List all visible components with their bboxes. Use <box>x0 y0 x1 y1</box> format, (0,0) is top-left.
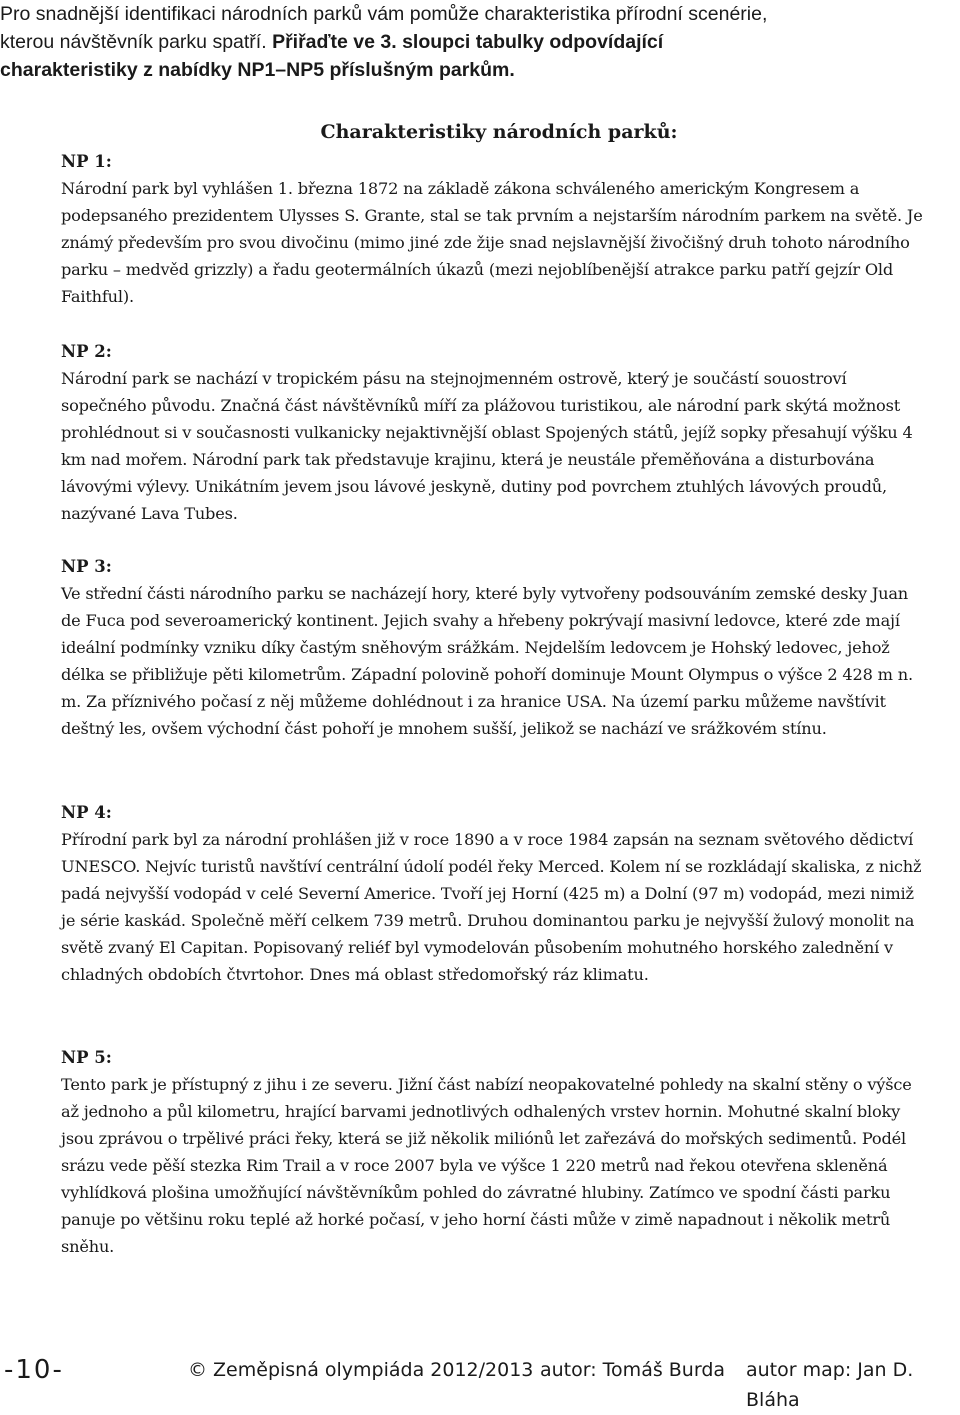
park-description: Přírodní park byl za národní prohlášen již v roce 1890 a v roce 1984 zapsán na seznam světového dědictví UNESCO. Nejvíc turistů navštíví centrální údolí podél řeky Merced. Kolem ní se rozkládají skaliska, z nichž padá nejvyšší vodopád v celé Severní Americe. Tvoří jej Horní (425 m) a Dolní (97 m) vodopád, mezi nimiž je série kaskád. Společně měří celkem 739 metrů. Druhou dominantou parku je nejvyšší žulový monolit na světě zvaný El Capitan. Popisovaný reliéf byl vymodelován působením mohutného horského zalednění v chladných obdobích čtvrtohor. Dnes má oblast středomořský ráz klimatu. <box>61 830 922 984</box>
park-description: Tento park je přístupný z jihu i ze severu. Jižní část nabízí neopakovatelné pohledy na skalní stěny o výšce až jednoho a půl kilometru, hrající barvami jednotlivých odhalených vrstev hornin. Mohutné skalní bloky jsou zprávou o trpělivé práci řeky, která se již několik miliónů let zařezává do mořských sedimentů. Podél srázu vede pěší stezka Rim Trail a v roce 2007 byla ve výšce 1 220 metrů nad řekou otevřena skleněná vyhlídková plošina umožňující návštěvníkům pohled do závratné hlubiny. Zatímco ve spodní části parku panuje po většinu roku teplé až horké počasí, v jeho horní části může v zimě napadnout i několik metrů sněhu. <box>61 1075 912 1256</box>
park-description: Národní park byl vyhlášen 1. března 1872 na základě zákona schváleného americkým Kongresem a podepsaného prezidentem Ulysses S. Grante, stal se tak prvním a nejstarším národním parkem na světě. Je známý především pro svou divočinu (mimo jiné zde žije snad nejslavnější živočišný druh tohoto národního parku – medvěd grizzly) a řadu geotermálních úkazů (mezi nejoblíbenější atrakce parku patří gejzír Old Faithful). <box>61 179 923 306</box>
intro-line-2: kterou návštěvník parku spatří. <box>0 31 273 53</box>
park-np4 <box>61 799 931 988</box>
park-label: NP 5: <box>61 1048 112 1067</box>
page-number: -10- <box>4 1355 64 1385</box>
park-np5 <box>61 1044 931 1260</box>
park-description: Národní park se nachází v tropickém pásu na stejnojmenném ostrově, který je součástí souostroví sopečného původu. Značná část návštěvníků míří za plážovou turistikou, ale národní park skýtá možnost prohlédnout si v současnosti vulkanicky nejaktivnější oblast Spojených států, jejíž sopky přesahují výšku 4 km nad mořem. Národní park tak představuje krajinu, která je neustále přeměňována a disturbována lávovými výlevy. Unikátním jevem jsou lávové jeskyně, dutiny pod povrchem ztuhlých lávových proudů, nazývané Lava Tubes. <box>61 369 913 523</box>
footer-copyright: © Zeměpisná olympiáda 2012/2013 <box>188 1359 534 1381</box>
park-np1 <box>61 148 931 310</box>
park-np3 <box>61 553 931 742</box>
footer-author: autor: Tomáš Burda <box>540 1359 726 1381</box>
park-np2 <box>61 338 931 527</box>
intro-line-3-bold: charakteristiky z nabídky NP1–NP5 příslušným parkům. <box>0 59 515 81</box>
section-heading: Charakteristiky národních parků: <box>320 121 678 143</box>
park-description: Ve střední části národního parku se nacházejí hory, které byly vytvořeny podsouváním zemské desky Juan de Fuca pod severoamerický kontinent. Jejich svahy a hřebeny pokrývají masivní ledovce, které zde mají ideální podmínky vzniku díky častým sněhovým srážkám. Nejdelším ledovcem je Hohský ledovec, jehož délka se přibližuje pěti kilometrům. Západní polovině pohoří dominuje Mount Olympus o výšce 2 428 m n. m. Za příznivého počasí z něj můžeme dohlédnout i za hranice USA. Na území parku můžeme navštívit deštný les, ovšem východní část pohoří je mnohem sušší, jelikož se nachází ve srážkovém stínu. <box>61 584 913 738</box>
page-footer <box>0 1355 960 1411</box>
park-label: NP 1: <box>61 152 112 171</box>
park-label: NP 2: <box>61 342 112 361</box>
park-label: NP 3: <box>61 557 112 576</box>
park-label: NP 4: <box>61 803 112 822</box>
intro-line-1: Pro snadnější identifikaci národních parků vám pomůže charakteristika přírodní scenérie, <box>0 3 768 25</box>
intro-line-2-bold: Přiřaďte ve 3. sloupci tabulky odpovídající <box>272 31 664 53</box>
intro-instructions <box>0 0 960 84</box>
footer-map-author: autor map: Jan D. Bláha <box>746 1359 914 1411</box>
